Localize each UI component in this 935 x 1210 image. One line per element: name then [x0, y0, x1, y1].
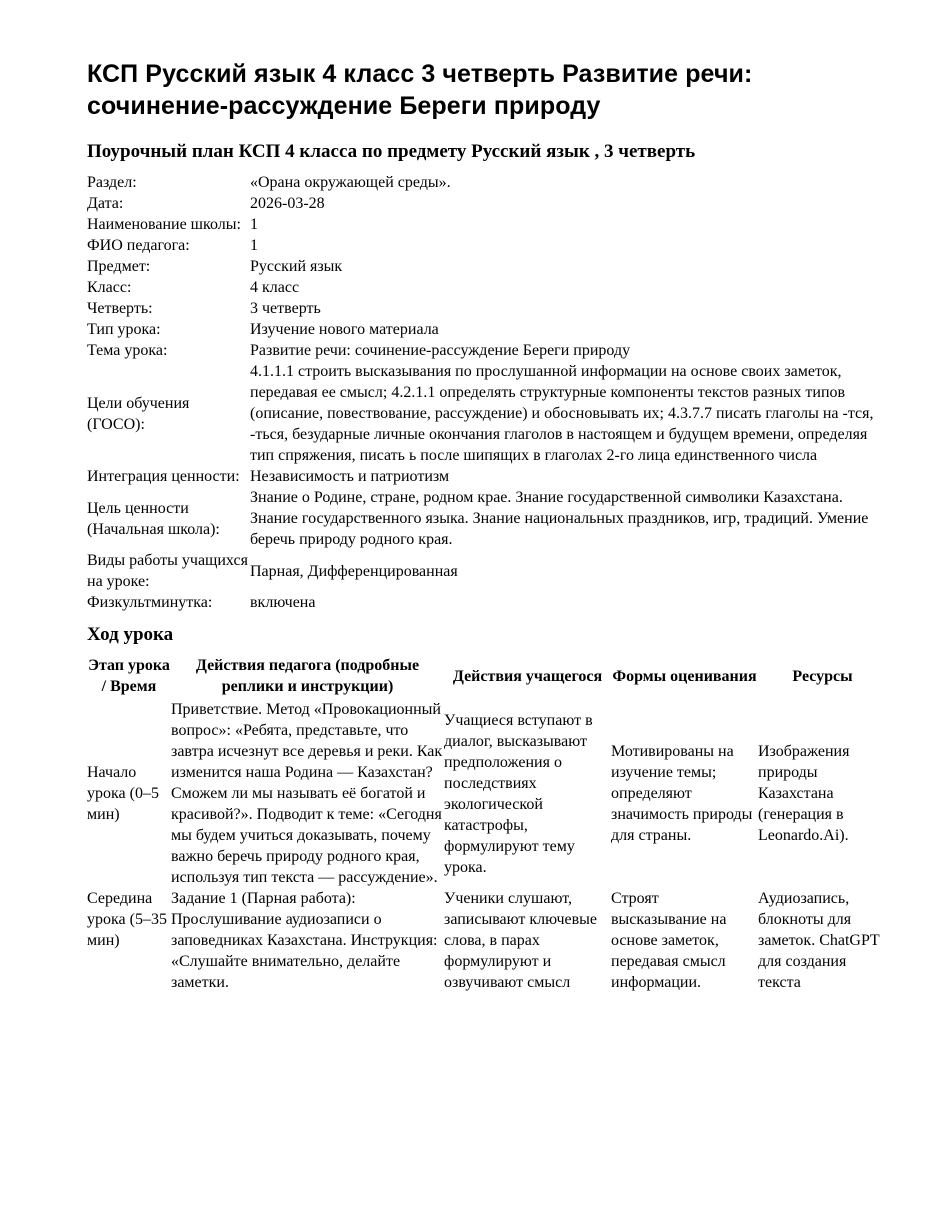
column-header-teacher-actions: Действия педагога (подробные реплики и инструкции)	[195, 657, 420, 695]
meta-label: Тема урока:	[87, 342, 168, 359]
meta-value: 4.1.1.1 строить высказывания по прослушанной информации на основе своих заметок, передавая ее смысл; 4.2.1.1 определять структурные компоненты текстов разных типов (описание, повествование, рассуждение) и обосновывать их; 4.3.7.7 писать глаголы на -тся, -ться, безударные личные окончания глаголов в настоящем и будущем времени, определяя тип спряжения, писать ь после шипящих в глаголах 2-го лица единственного числа	[250, 363, 874, 464]
meta-value: «Орана окружающей среды».	[250, 174, 451, 191]
meta-label: Физкультминутка:	[87, 594, 213, 611]
stage-cell: Середина урока (5–35 мин)	[87, 890, 167, 949]
meta-value: Русский язык	[250, 258, 343, 275]
meta-value: Знание о Родине, стране, родном крае. Знание государственной символики Казахстана. Знание государственного языка. Знание национальных праздников, игр, традиций. Умение беречь природу родного края.	[250, 489, 869, 548]
resources-cell: Аудиозапись, блокноты для заметок. ChatGPT для создания текста	[758, 890, 880, 991]
meta-value: 1	[250, 216, 258, 233]
student-actions-cell: Учащиеся вступают в диалог, высказывают предположения о последствиях экологической катастрофы, формулируют тему урока.	[444, 711, 593, 876]
student-actions-cell: Ученики слушают, записывают ключевые слова, в парах формулируют и озвучивают смысл	[444, 890, 598, 991]
meta-value: 2026-03-28	[250, 195, 325, 212]
column-header-student-actions: Действия учащегося	[452, 667, 603, 685]
meta-label: ФИО педагога:	[87, 237, 190, 254]
meta-label: Тип урока:	[87, 321, 161, 338]
meta-row-learning-goals	[87, 361, 887, 466]
meta-row-work-types	[87, 550, 887, 592]
meta-value: Изучение нового материала	[250, 321, 439, 338]
table-row	[87, 888, 887, 993]
meta-value: 1	[250, 237, 258, 254]
meta-row-subject	[87, 256, 887, 277]
lesson-flow-heading: Ход урока	[87, 624, 174, 645]
teacher-actions-cell: Задание 1 (Парная работа): Прослушивание аудиозаписи о заповедниках Казахстана. Инструкция: «Слушайте внимательно, делайте заметки.	[171, 890, 438, 991]
meta-row-quarter	[87, 298, 887, 319]
teacher-actions-cell: Приветствие. Метод «Провокационный вопрос»: «Ребята, представьте, что завтра исчезнут все деревья и реки. Как изменится наша Родина — Казахстан? Сможем ли мы называть её богатой и красивой?». Подводит к теме: «Сегодня мы будем учиться доказывать, почему важно беречь природу родного края, используя тип текста — рассуждение».	[171, 701, 443, 886]
meta-row-grade	[87, 277, 887, 298]
resources-cell: Изображения природы Казахстана (генерация в Leonardo.Ai).	[758, 743, 850, 844]
document-page	[87, 58, 887, 993]
column-header-assessment: Формы оценивания	[612, 667, 757, 685]
meta-label: Класс:	[87, 279, 132, 296]
meta-label: Цель ценности (Начальная школа):	[87, 499, 220, 538]
table-row	[87, 699, 887, 888]
meta-value: Независимость и патриотизм	[250, 468, 450, 485]
lesson-flow-table	[87, 655, 887, 993]
column-header-stage: Этап урока / Время	[88, 657, 170, 695]
page-title: КСП Русский язык 4 класс 3 четверть Развитие речи: сочинение-рассуждение Береги природу	[87, 60, 753, 120]
meta-row-physical-break	[87, 592, 887, 613]
stage-cell: Начало урока (0–5 мин)	[87, 764, 159, 823]
meta-value: Развитие речи: сочинение-рассуждение Береги природу	[250, 342, 631, 359]
meta-row-lesson-type	[87, 319, 887, 340]
meta-row-date	[87, 193, 887, 214]
meta-label: Интеграция ценности:	[87, 468, 240, 485]
meta-label: Наименование школы:	[87, 216, 241, 233]
lesson-meta-table	[87, 172, 887, 613]
column-header-resources: Ресурсы	[792, 667, 853, 685]
meta-label: Дата:	[87, 195, 124, 212]
meta-row-topic	[87, 340, 887, 361]
assessment-cell: Мотивированы на изучение темы; определяют значимость природы для страны.	[611, 743, 753, 844]
meta-value: Парная, Дифференцированная	[250, 562, 458, 580]
meta-value: включена	[250, 594, 316, 611]
meta-row-teacher	[87, 235, 887, 256]
meta-label: Цели обучения (ГОСО):	[87, 394, 190, 433]
meta-value: 4 класс	[250, 279, 300, 296]
plan-subtitle: Поурочный план КСП 4 класса по предмету Русский язык , 3 четверть	[87, 141, 696, 162]
meta-row-section	[87, 172, 887, 193]
meta-row-value-integration	[87, 466, 887, 487]
meta-value: 3 четверть	[250, 300, 321, 317]
lesson-table-header-row	[87, 655, 887, 699]
meta-row-value-goal	[87, 487, 887, 550]
meta-label: Раздел:	[87, 174, 137, 191]
meta-label: Виды работы учащихся на уроке:	[87, 552, 248, 590]
meta-label: Предмет:	[87, 258, 151, 275]
meta-label: Четверть:	[87, 300, 153, 317]
assessment-cell: Строят высказывание на основе заметок, передавая смысл информации.	[611, 890, 727, 991]
meta-row-school	[87, 214, 887, 235]
